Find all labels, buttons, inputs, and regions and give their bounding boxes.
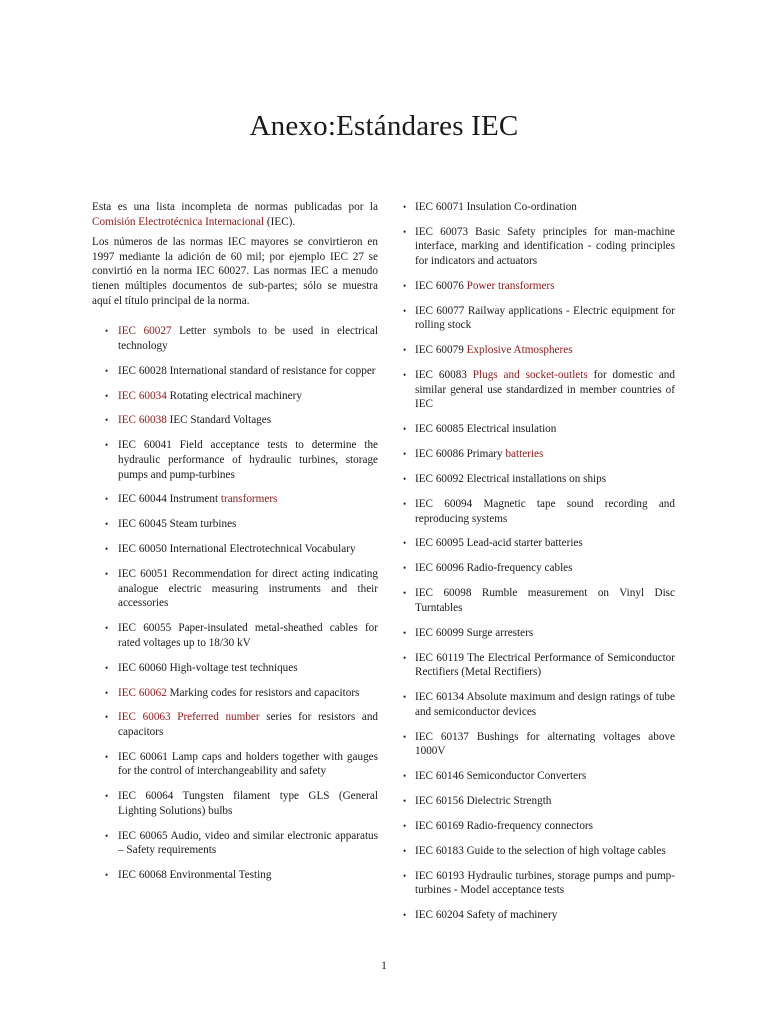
bullet-icon: • bbox=[403, 870, 407, 881]
list-item bbox=[403, 626, 675, 641]
bullet-icon: • bbox=[403, 563, 407, 574]
bullet-icon: • bbox=[403, 449, 407, 460]
bullet-icon: • bbox=[105, 569, 109, 580]
item-text: IEC 60086 Primary bbox=[415, 448, 506, 461]
list-item bbox=[92, 621, 378, 650]
bullet-icon: • bbox=[403, 498, 407, 509]
list-item bbox=[92, 829, 378, 858]
item-text: IEC 60061 Lamp caps and holders together with gauges for the control of interchangeability and safety bbox=[118, 750, 378, 778]
bullet-icon: • bbox=[403, 370, 407, 381]
bullet-icon: • bbox=[105, 830, 109, 841]
item-text: IEC 60079 bbox=[415, 344, 467, 357]
bullet-icon: • bbox=[403, 731, 407, 742]
list-item bbox=[403, 343, 675, 358]
bullet-icon: • bbox=[403, 345, 407, 356]
item-text: IEC 60092 Electrical installations on ships bbox=[415, 473, 607, 486]
page-number: 1 bbox=[381, 960, 387, 972]
bullet-icon: • bbox=[105, 712, 109, 723]
list-item bbox=[403, 730, 675, 759]
item-text: IEC 60119 The Electrical Performance of Semiconductor Rectifiers (Metal Rectifiers) bbox=[415, 651, 675, 679]
list-item bbox=[403, 279, 675, 294]
item-text: IEC 60045 Steam turbines bbox=[118, 518, 237, 531]
intro bbox=[92, 200, 378, 308]
item-text: IEC 60044 Instrument bbox=[118, 493, 221, 506]
list-item bbox=[403, 844, 675, 859]
item-text: IEC 60099 Surge arresters bbox=[415, 626, 534, 639]
bullet-icon: • bbox=[403, 910, 407, 921]
bullet-icon: • bbox=[105, 623, 109, 634]
bullet-icon: • bbox=[403, 305, 407, 316]
list-item bbox=[403, 422, 675, 437]
item-text: IEC 60169 Radio-frequency connectors bbox=[415, 819, 594, 832]
list-item bbox=[403, 497, 675, 526]
list-item bbox=[403, 200, 675, 215]
item-text: IEC 60096 Radio-frequency cables bbox=[415, 562, 573, 575]
item-link[interactable]: IEC 60038 bbox=[118, 414, 167, 427]
list-item bbox=[403, 304, 675, 333]
list-item bbox=[92, 710, 378, 739]
item-link[interactable]: Power transformers bbox=[466, 279, 555, 292]
bullet-icon: • bbox=[403, 820, 407, 831]
page-title: Anexo:Estándares IEC bbox=[249, 110, 519, 142]
list-item bbox=[92, 492, 378, 507]
list-item bbox=[92, 567, 378, 611]
intro-paragraph-2: Los números de las normas IEC mayores se convirtieron en 1997 mediante la adición de 60 mil; por ejemplo IEC 27 se convirtió en la norma IEC 60027. Las normas IEC a menudo tienen múltiples documentos de sub-partes; sólo se muestra aquí el título principal de la norma. bbox=[92, 236, 378, 307]
intro-text: Esta es una lista incompleta de normas publicadas por la bbox=[92, 201, 378, 213]
list-item bbox=[403, 819, 675, 834]
left-column bbox=[92, 200, 378, 893]
item-text: Rotating electrical machinery bbox=[166, 389, 302, 402]
item-text: IEC 60076 bbox=[415, 279, 467, 292]
list-item bbox=[92, 661, 378, 676]
bullet-icon: • bbox=[105, 751, 109, 762]
standards-list-right bbox=[403, 200, 675, 923]
bullet-icon: • bbox=[403, 795, 407, 806]
list-item bbox=[92, 324, 378, 353]
item-text: IEC 60028 International standard of resistance for copper bbox=[118, 364, 376, 377]
bullet-icon: • bbox=[403, 692, 407, 703]
list-item bbox=[403, 447, 675, 462]
list-item bbox=[403, 586, 675, 615]
list-item bbox=[403, 472, 675, 487]
bullet-icon: • bbox=[403, 280, 407, 291]
item-text: IEC 60098 Rumble measurement on Vinyl Disc Turntables bbox=[415, 587, 675, 614]
item-text: IEC 60051 Recommendation for direct acting indicating analogue electric measuring instruments and their accessories bbox=[118, 568, 378, 610]
item-text: IEC 60041 Field acceptance tests to determine the hydraulic performance of hydraulic turbines, storage pumps and pump-turbines bbox=[118, 439, 378, 481]
item-text: IEC 60050 International Electrotechnical Vocabulary bbox=[118, 543, 356, 556]
list-item bbox=[92, 364, 378, 379]
item-text: IEC 60094 Magnetic tape sound recording and reproducing systems bbox=[415, 497, 675, 525]
bullet-icon: • bbox=[105, 519, 109, 530]
bullet-icon: • bbox=[403, 588, 407, 599]
bullet-icon: • bbox=[105, 791, 109, 802]
item-text: IEC 60183 Guide to the selection of high voltage cables bbox=[415, 844, 666, 857]
bullet-icon: • bbox=[105, 494, 109, 505]
list-item bbox=[92, 868, 378, 883]
list-item bbox=[403, 908, 675, 923]
item-text: IEC Standard Voltages bbox=[166, 414, 272, 427]
list-item bbox=[92, 438, 378, 482]
list-item bbox=[403, 869, 675, 898]
item-text: IEC 60083 bbox=[415, 369, 473, 382]
item-text: IEC 60055 Paper-insulated metal-sheathed cables for rated voltages up to 18/30 kV bbox=[118, 622, 378, 649]
bullet-icon: • bbox=[105, 326, 109, 337]
item-text: IEC 60060 High-voltage test techniques bbox=[118, 661, 298, 674]
list-item bbox=[92, 750, 378, 779]
item-text: for domestic and similar general use standardized in member countries of IEC bbox=[415, 369, 675, 411]
item-link[interactable]: IEC 60062 bbox=[118, 686, 167, 699]
intro-paragraph-1 bbox=[92, 200, 378, 229]
list-item bbox=[92, 542, 378, 557]
intro-text: (IEC). bbox=[264, 215, 296, 228]
bullet-icon: • bbox=[105, 870, 109, 881]
bullet-icon: • bbox=[403, 226, 407, 237]
bullet-icon: • bbox=[403, 652, 407, 663]
item-link[interactable]: IEC 60034 bbox=[118, 389, 167, 402]
standards-list-left bbox=[92, 324, 378, 883]
item-link[interactable]: transformers bbox=[220, 493, 278, 506]
item-link[interactable]: Preferred number bbox=[177, 711, 260, 724]
bullet-icon: • bbox=[105, 365, 109, 376]
list-item bbox=[92, 517, 378, 532]
item-text: IEC 60095 Lead-acid starter batteries bbox=[415, 537, 583, 550]
list-item bbox=[403, 651, 675, 680]
bullet-icon: • bbox=[105, 662, 109, 673]
item-text: IEC 60077 Railway applications - Electric equipment for rolling stock bbox=[415, 304, 675, 332]
item-text: Letter symbols to be used in electrical technology bbox=[118, 325, 378, 352]
bullet-icon: • bbox=[403, 538, 407, 549]
right-column bbox=[403, 200, 675, 933]
list-item bbox=[403, 794, 675, 809]
list-item bbox=[92, 413, 378, 428]
bullet-icon: • bbox=[105, 440, 109, 451]
list-item bbox=[92, 789, 378, 818]
bullet-icon: • bbox=[105, 544, 109, 555]
list-item bbox=[403, 690, 675, 719]
item-link[interactable]: Explosive Atmospheres bbox=[466, 344, 573, 357]
item-text: IEC 60156 Dielectric Strength bbox=[415, 794, 552, 807]
item-text: IEC 60085 Electrical insulation bbox=[415, 423, 557, 436]
item-text: IEC 60193 Hydraulic turbines, storage pumps and pump-turbines - Model acceptance tests bbox=[415, 869, 675, 897]
bullet-icon: • bbox=[105, 390, 109, 401]
list-item bbox=[403, 769, 675, 784]
bullet-icon: • bbox=[403, 202, 407, 212]
list-item bbox=[403, 561, 675, 576]
item-text: IEC 60064 Tungsten filament type GLS (General Lighting Solutions) bulbs bbox=[118, 790, 378, 817]
bullet-icon: • bbox=[403, 845, 407, 856]
item-text: IEC 60068 Environmental Testing bbox=[118, 869, 272, 882]
iec-link[interactable]: Comisión Electrotécnica Internacional bbox=[92, 215, 265, 228]
item-text: IEC 60071 Insulation Co-ordination bbox=[415, 201, 577, 213]
list-item bbox=[92, 389, 378, 404]
item-text: IEC 60065 Audio, video and similar electronic apparatus – Safety requirements bbox=[118, 829, 378, 857]
bullet-icon: • bbox=[403, 424, 407, 435]
bullet-icon: • bbox=[105, 415, 109, 426]
list-item bbox=[403, 225, 675, 269]
item-text: IEC 60134 Absolute maximum and design ratings of tube and semiconductor devices bbox=[415, 691, 675, 718]
bullet-icon: • bbox=[105, 687, 109, 698]
item-link[interactable]: Plugs and socket-outlets bbox=[472, 369, 588, 382]
bullet-icon: • bbox=[403, 771, 407, 782]
item-link[interactable]: IEC 60027 bbox=[118, 325, 172, 338]
item-link[interactable]: batteries bbox=[505, 448, 544, 461]
item-text: Marking codes for resistors and capacitors bbox=[166, 686, 360, 699]
item-text: IEC 60073 Basic Safety principles for man-machine interface, marking and identification - coding principles for indicators and actuators bbox=[415, 225, 675, 268]
item-text: IEC 60204 Safety of machinery bbox=[415, 909, 558, 922]
bullet-icon: • bbox=[403, 474, 407, 485]
item-text: IEC 60146 Semiconductor Converters bbox=[415, 770, 587, 783]
list-item bbox=[403, 536, 675, 551]
item-link[interactable]: IEC 60063 bbox=[118, 711, 171, 724]
list-item bbox=[403, 368, 675, 412]
item-text: IEC 60137 Bushings for alternating voltages above 1000V bbox=[415, 730, 675, 758]
list-item bbox=[92, 686, 378, 701]
bullet-icon: • bbox=[403, 627, 407, 638]
item-text: series for resistors and capacitors bbox=[118, 711, 379, 738]
